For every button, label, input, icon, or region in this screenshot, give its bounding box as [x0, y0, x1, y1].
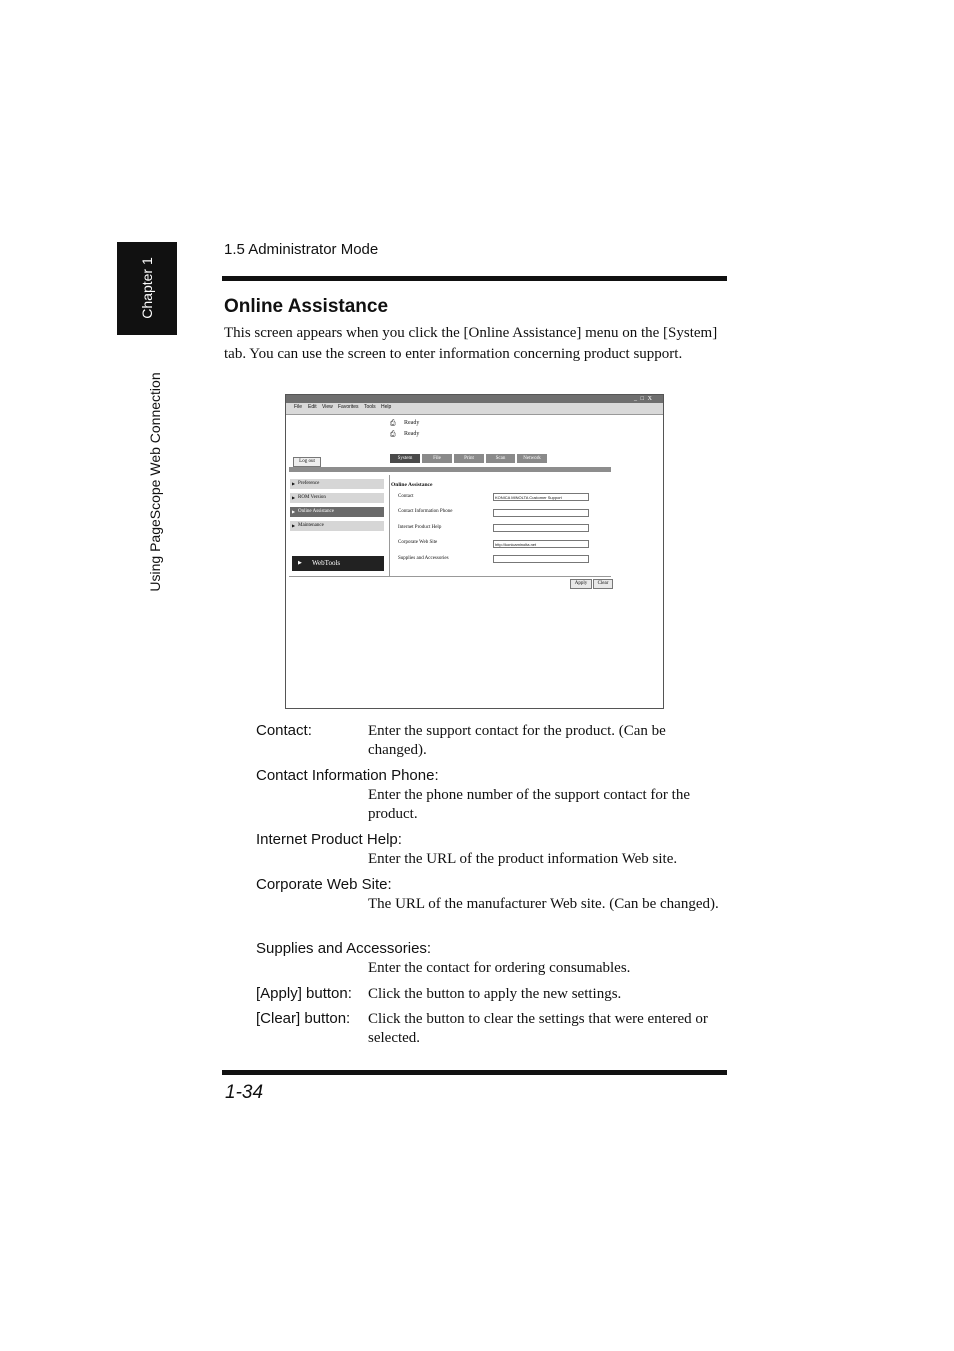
- definition-desc: Click the button to apply the new settings.: [368, 986, 622, 1002]
- definition-term: [Clear] button:: [256, 1010, 351, 1027]
- menu-help[interactable]: Help: [381, 404, 392, 410]
- window-titlebar: [286, 395, 663, 403]
- logout-button[interactable]: Log out: [293, 457, 321, 467]
- browser-menubar: [286, 403, 663, 415]
- tab-underline-bar: [289, 467, 611, 472]
- menu-tools[interactable]: Tools: [364, 404, 376, 410]
- webtools-label: WebTools: [312, 559, 341, 567]
- sidebar-item-rom-version[interactable]: ▶ ROM Version: [290, 493, 384, 503]
- window-buttons[interactable]: _ □ X: [634, 396, 653, 402]
- tab-scan[interactable]: Scan: [486, 454, 515, 463]
- bottom-rule: [222, 1070, 727, 1075]
- sidebar-item-online-assistance[interactable]: ▶ Online Assistance: [290, 507, 384, 517]
- top-rule: [222, 276, 727, 281]
- contact-label: Contact: [398, 494, 414, 499]
- definition-term: Contact:: [256, 722, 312, 739]
- status-text: Ready: [404, 431, 420, 437]
- definition-term: Contact Information Phone:: [256, 767, 439, 784]
- intro-paragraph: This screen appears when you click the [Online Assistance] menu on the [System] tab. You can use the screen to enter information concerning product support.: [224, 325, 718, 362]
- definition-desc: The URL of the manufacturer Web site. (Can be changed).: [368, 896, 719, 912]
- section-title: Online Assistance: [224, 296, 389, 317]
- definition-desc: Enter the contact for ordering consumables.: [368, 960, 631, 976]
- menu-file[interactable]: File: [294, 404, 303, 410]
- corporate-site-input[interactable]: http://konicaminolta.net: [493, 540, 589, 548]
- sidebar-item-preference[interactable]: ▶ Preference: [290, 479, 384, 489]
- form-title: Online Assistance: [391, 482, 433, 488]
- definition-desc: Enter the URL of the product information Web site.: [368, 851, 678, 867]
- product-help-input[interactable]: [493, 524, 589, 532]
- apply-button[interactable]: Apply: [570, 579, 592, 589]
- menu-edit[interactable]: Edit: [308, 404, 317, 410]
- arrow-icon: ▶: [298, 561, 302, 566]
- definition-term: Supplies and Accessories:: [256, 940, 432, 957]
- definition-desc: Click the button to clear the settings that were entered or selected.: [368, 1011, 708, 1046]
- chapter-tab: [117, 242, 177, 335]
- definition-desc: Enter the support contact for the product. (Can be changed).: [368, 723, 666, 758]
- contact-input[interactable]: KONICA MINOLTA Customer Support: [493, 493, 589, 501]
- side-title: Using PageScope Web Connection: [147, 372, 163, 592]
- divider: [389, 475, 390, 576]
- contact-phone-label: Contact Information Phone: [398, 509, 453, 514]
- tab-print[interactable]: Print: [454, 454, 484, 463]
- tab-file[interactable]: File: [422, 454, 452, 463]
- definition-term: [Apply] button:: [256, 985, 352, 1002]
- contact-phone-input[interactable]: [493, 509, 589, 517]
- definition-term: Corporate Web Site:: [256, 876, 392, 893]
- definition-term: Internet Product Help:: [256, 831, 402, 848]
- page-number: 1-34: [225, 1082, 264, 1103]
- webtools-banner[interactable]: [292, 556, 384, 571]
- menu-view[interactable]: View: [322, 404, 333, 410]
- chapter-label: Chapter 1: [139, 257, 155, 319]
- printer-icon: ⎙: [390, 419, 396, 427]
- running-header: 1.5 Administrator Mode: [224, 241, 379, 258]
- status-text: Ready: [404, 420, 420, 426]
- supplies-input[interactable]: [493, 555, 589, 563]
- definition-desc: Enter the phone number of the support contact for the product.: [368, 787, 690, 822]
- product-help-label: Internet Product Help: [398, 525, 442, 530]
- corporate-site-label: Corporate Web Site: [398, 540, 438, 545]
- supplies-label: Supplies and Accessories: [398, 556, 449, 561]
- ui-screenshot: [285, 394, 664, 709]
- tab-network[interactable]: Network: [517, 454, 547, 463]
- clear-button[interactable]: Clear: [593, 579, 613, 589]
- divider: [289, 576, 611, 577]
- menu-favorites[interactable]: Favorites: [338, 404, 359, 410]
- sidebar-item-maintenance[interactable]: ▶ Maintenance: [290, 521, 384, 531]
- printer-icon: ⎙: [390, 430, 396, 438]
- tab-system[interactable]: System: [390, 454, 420, 463]
